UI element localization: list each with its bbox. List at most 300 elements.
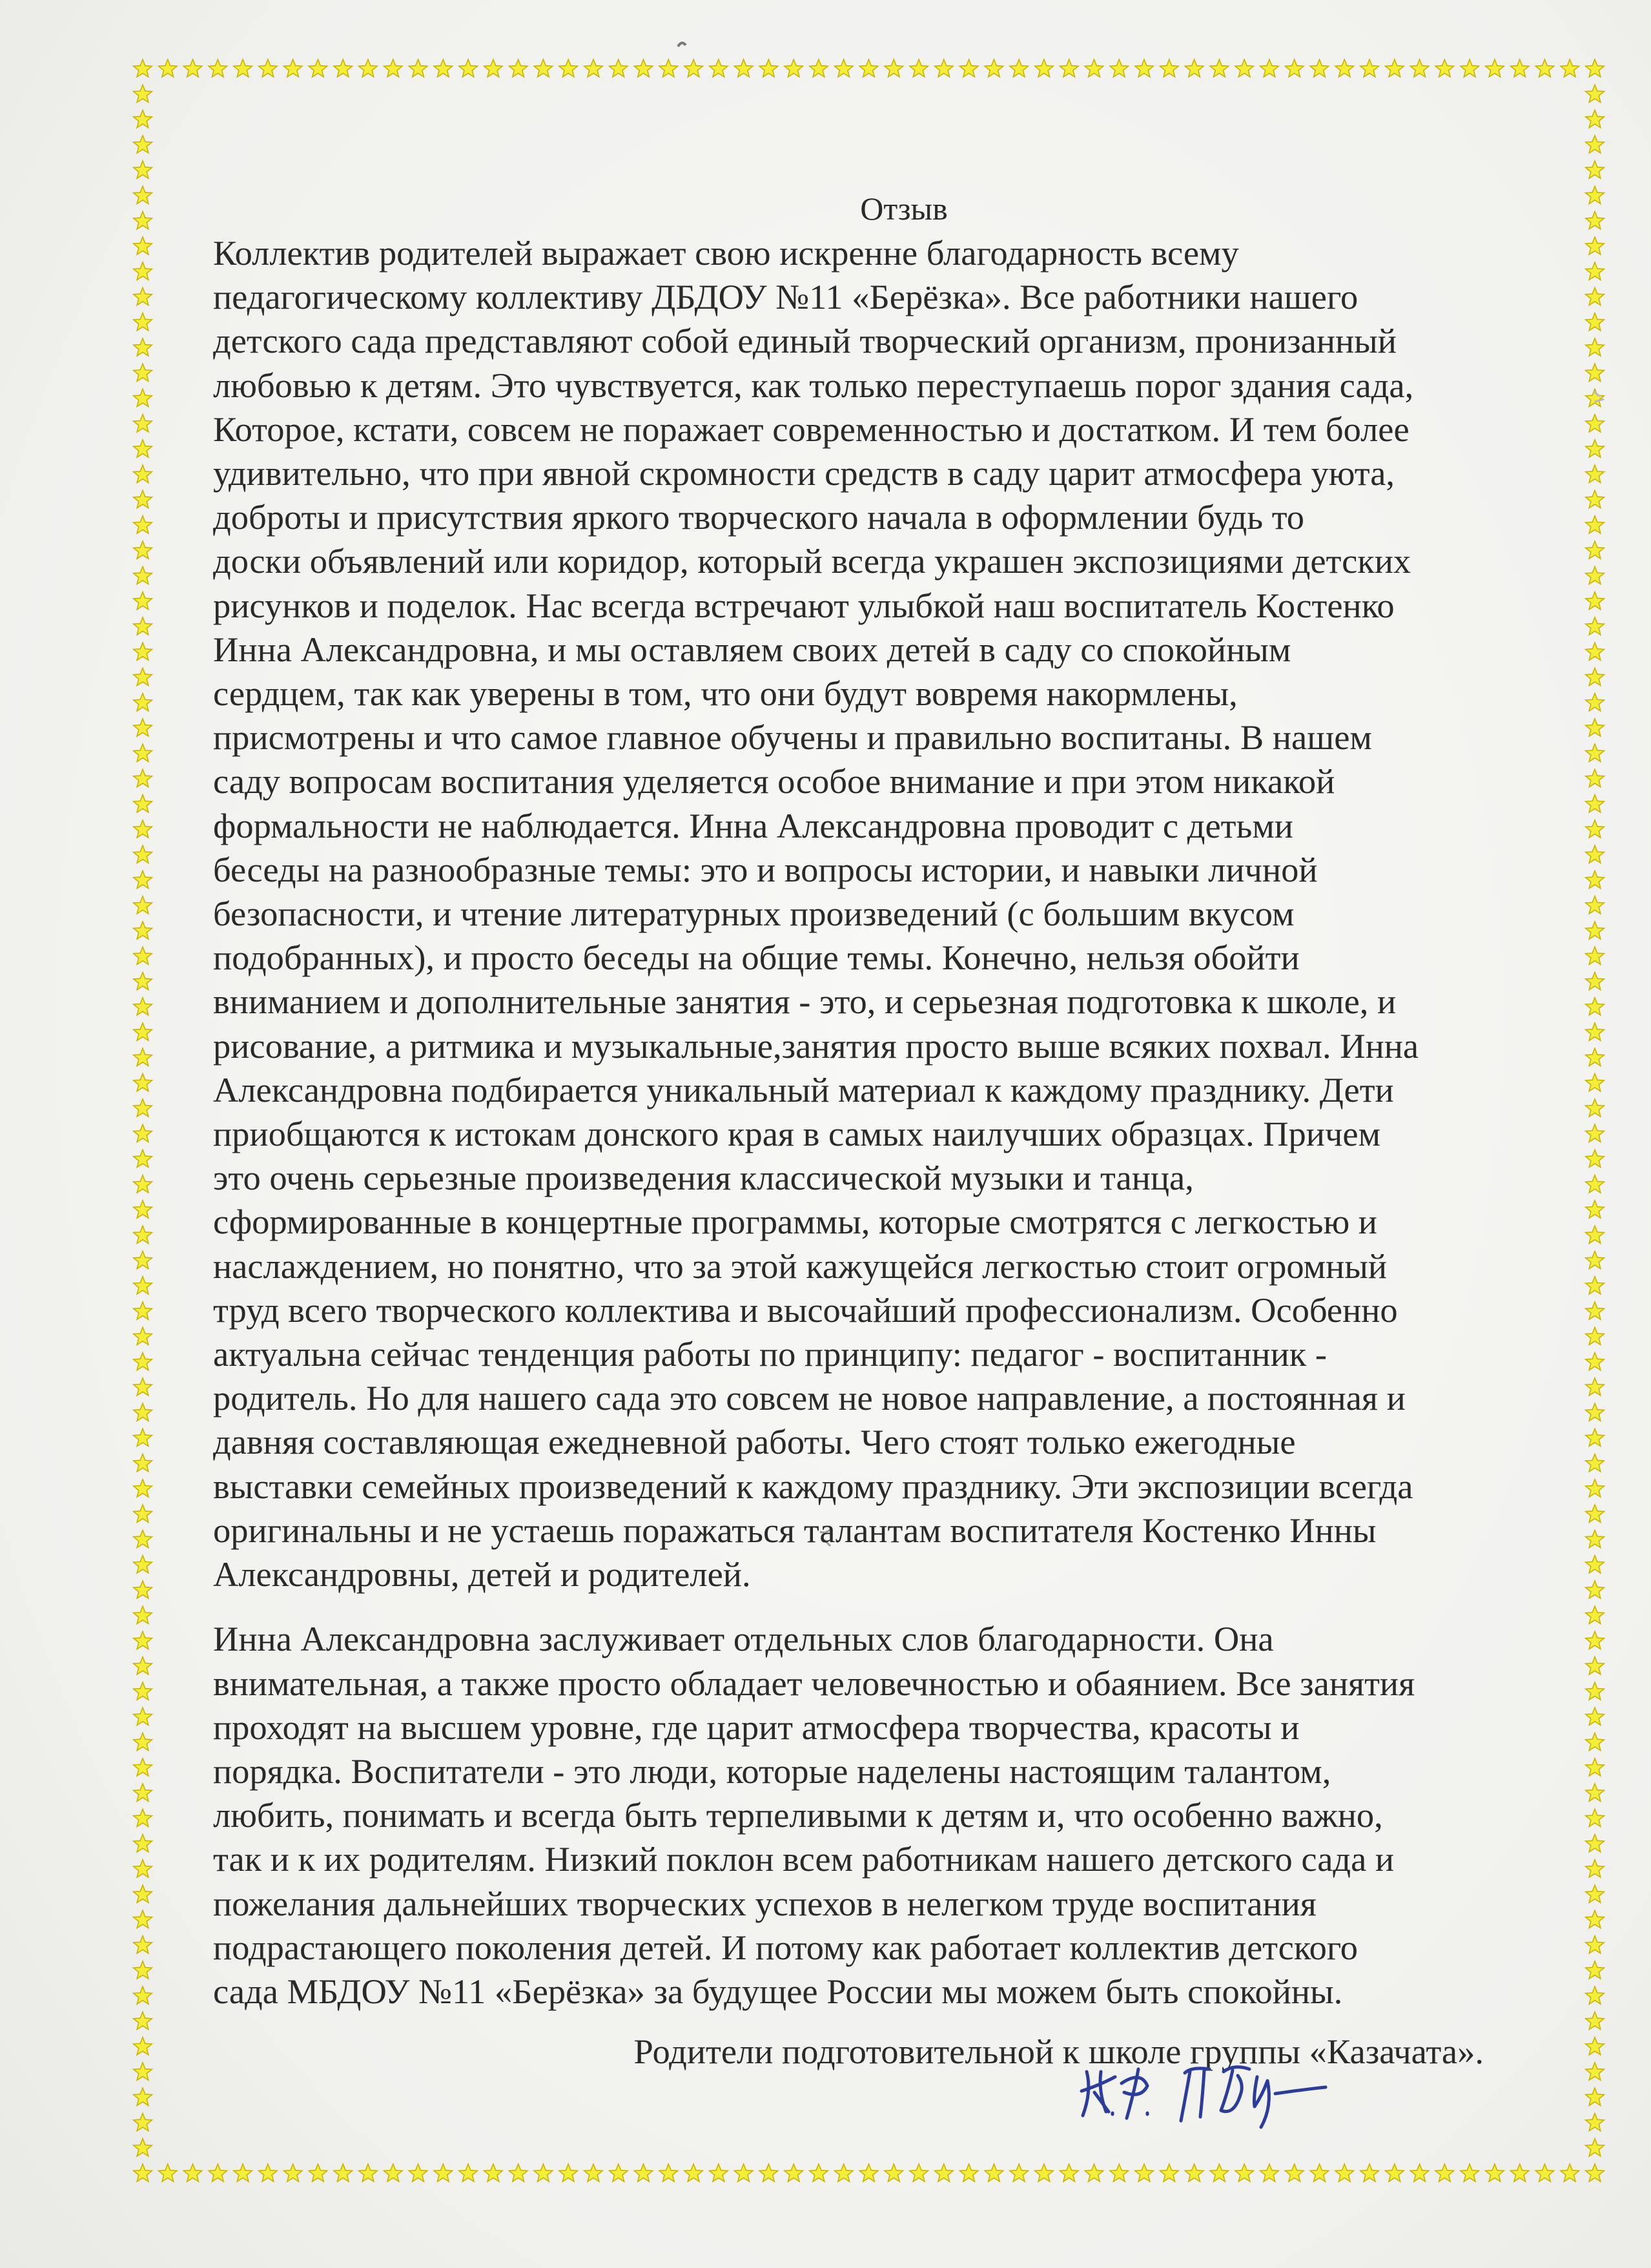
star-icon	[1586, 592, 1605, 610]
star-icon	[1586, 1277, 1605, 1294]
star-icon	[134, 516, 152, 533]
star-icon	[1210, 2164, 1229, 2181]
text-line: так и к их родителям. Низкий поклон всем работникам нашего детского сада и	[213, 1839, 1395, 1879]
star-icon	[259, 2164, 278, 2181]
scan-mark	[678, 43, 686, 46]
star-icon	[1586, 922, 1605, 939]
star-icon	[1586, 262, 1605, 280]
star-icon	[134, 491, 152, 508]
star-icon	[1410, 2164, 1429, 2181]
text-line: педагогическому коллективу ДБДОУ №11 «Берёзка». Все работники нашего	[213, 277, 1359, 317]
star-icon	[1586, 795, 1605, 812]
star-icon	[134, 1809, 152, 1826]
text-line: внимательная, а также просто обладает человечностью и обаянием. Все занятия	[213, 1663, 1415, 1703]
star-icon	[1510, 59, 1529, 77]
star-icon	[1486, 2164, 1504, 2181]
star-icon	[134, 1657, 152, 1675]
star-icon	[134, 1631, 152, 1649]
star-icon	[1035, 2164, 1054, 2181]
star-icon	[1586, 516, 1605, 533]
star-icon	[509, 2164, 528, 2181]
star-icon	[134, 1910, 152, 1928]
star-icon	[334, 59, 353, 77]
star-icon	[1586, 1986, 1605, 2004]
star-icon	[784, 59, 803, 77]
star-icon	[1260, 2164, 1279, 2181]
star-icon	[1535, 59, 1554, 77]
star-icon	[1060, 2164, 1078, 2181]
star-icon	[484, 2164, 503, 2181]
star-icon	[1586, 1961, 1605, 1979]
star-icon	[1235, 2164, 1254, 2181]
star-icon	[1586, 1353, 1605, 1370]
star-icon	[1510, 2164, 1529, 2181]
star-icon	[1435, 59, 1454, 77]
text-line: Инна Александровна, и мы оставляем своих детей в саду со спокойным	[213, 629, 1291, 669]
star-icon	[1586, 136, 1605, 153]
star-icon	[134, 1023, 152, 1040]
star-icon	[509, 59, 528, 77]
text-line: приобщаются к истокам донского края в самых наилучших образцах. Причем	[213, 1114, 1381, 1154]
star-icon	[134, 2012, 152, 2029]
text-line: доски объявлений или коридор, который всегда украшен экспозициями детских	[213, 541, 1411, 581]
star-icon	[134, 1201, 152, 1218]
star-icon	[1360, 2164, 1379, 2181]
star-icon	[134, 440, 152, 457]
star-icon	[134, 1074, 152, 1091]
star-icon	[1586, 1758, 1605, 1776]
text-line: пожелания дальнейших творческих успехов в нелегком труде воспитания	[213, 1883, 1317, 1923]
star-icon	[134, 1530, 152, 1547]
star-icon	[1586, 1175, 1605, 1193]
paragraph-2	[213, 1617, 1498, 2014]
star-icon	[634, 59, 653, 77]
star-icon	[134, 1606, 152, 1624]
star-icon	[1461, 2164, 1479, 2181]
star-icon	[134, 1403, 152, 1421]
star-icon	[134, 1353, 152, 1370]
star-icon	[1586, 364, 1605, 381]
star-icon	[1535, 2164, 1554, 2181]
star-icon	[134, 2139, 152, 2156]
star-icon	[1586, 1682, 1605, 1700]
star-icon	[259, 59, 278, 77]
star-icon	[859, 2164, 878, 2181]
star-icon	[1586, 1707, 1605, 1725]
document-title: Отзыв	[860, 191, 948, 227]
star-icon	[810, 2164, 828, 2181]
star-icon	[159, 59, 178, 77]
star-icon	[134, 998, 152, 1015]
star-icon	[134, 237, 152, 254]
star-icon	[1586, 85, 1605, 102]
text-line: безопасности, и чтение литературных произведений (с большим вкусом	[213, 894, 1295, 934]
star-icon	[1285, 59, 1304, 77]
star-icon	[134, 1226, 152, 1243]
star-icon	[134, 1302, 152, 1319]
star-icon	[134, 465, 152, 482]
star-icon	[134, 1175, 152, 1193]
text-line: порядка. Воспитатели - это люди, которые наделены настоящим талантом,	[213, 1751, 1331, 1791]
star-icon	[134, 1454, 152, 1472]
star-icon	[610, 59, 628, 77]
text-line: проходят на высшем уровне, где царит атмосфера творчества, красоты и	[213, 1707, 1300, 1747]
star-icon	[134, 871, 152, 889]
star-icon	[1586, 1581, 1605, 1598]
star-icon	[1586, 338, 1605, 356]
text-line: актуальна сейчас тенденция работы по принципу: педагог - воспитанник -	[213, 1334, 1327, 1374]
star-icon	[484, 59, 503, 77]
star-icon	[434, 59, 453, 77]
star-icon	[134, 1124, 152, 1142]
text-line: саду вопросам воспитания уделяется особое внимание и при этом никакой	[213, 761, 1335, 801]
star-icon	[659, 59, 678, 77]
star-icon	[1586, 1479, 1605, 1497]
star-icon	[634, 2164, 653, 2181]
star-icon	[1586, 1631, 1605, 1649]
star-icon	[885, 2164, 903, 2181]
star-icon	[459, 2164, 478, 2181]
text-line: любить, понимать и всегда быть терпеливыми к детям и, что особенно важно,	[213, 1795, 1383, 1835]
star-icon	[309, 2164, 327, 2181]
star-icon	[1586, 541, 1605, 559]
star-icon	[309, 59, 327, 77]
star-icon	[1586, 1124, 1605, 1142]
star-icon	[1335, 59, 1354, 77]
text-line: сердцем, так как уверены в том, что они будут вовремя накормлены,	[213, 674, 1238, 714]
star-icon	[534, 59, 553, 77]
star-icon	[1586, 1606, 1605, 1624]
star-icon	[684, 59, 703, 77]
star-icon	[1586, 668, 1605, 685]
star-icon	[1586, 566, 1605, 584]
star-icon	[134, 947, 152, 964]
star-icon	[209, 59, 227, 77]
star-icon	[134, 186, 152, 203]
star-icon	[1260, 59, 1279, 77]
handwritten-signature	[1075, 2046, 1379, 2130]
star-icon	[134, 364, 152, 381]
star-icon	[1586, 1327, 1605, 1345]
text-line: труд всего творческого коллектива и высочайший профессионализм. Особенно	[213, 1290, 1398, 1330]
text-line: подобранных), и просто беседы на общие темы. Конечно, нельзя обойти	[213, 938, 1300, 978]
star-icon	[134, 845, 152, 863]
star-icon	[1586, 2088, 1605, 2105]
star-icon	[1586, 1074, 1605, 1091]
star-icon	[1586, 161, 1605, 178]
star-icon	[559, 2164, 578, 2181]
star-icon	[1586, 1201, 1605, 1218]
star-icon	[935, 2164, 954, 2181]
star-icon	[1586, 845, 1605, 863]
text-line: удивительно, что при явной скромности средств в саду царит атмосфера уюта,	[213, 453, 1395, 493]
text-line: любовью к детям. Это чувствуется, как только переступаешь порог здания сада,	[213, 365, 1414, 405]
star-icon	[759, 2164, 778, 2181]
star-icon	[134, 389, 152, 406]
star-icon	[1435, 2164, 1454, 2181]
text-line: детского сада представляют собой единый творческий организм, пронизанный	[213, 321, 1397, 361]
star-icon	[734, 59, 753, 77]
star-icon	[835, 59, 854, 77]
star-icon	[134, 2037, 152, 2055]
star-icon	[1235, 59, 1254, 77]
text-line: беседы на разнообразные темы: это и вопросы истории, и навыки личной	[213, 849, 1318, 889]
star-icon	[1586, 2063, 1605, 2080]
star-icon	[1586, 1784, 1605, 1801]
star-icon	[1586, 947, 1605, 964]
star-icon	[885, 59, 903, 77]
star-icon	[134, 212, 152, 229]
star-icon	[134, 617, 152, 635]
star-icon	[1586, 1733, 1605, 1751]
star-icon	[1586, 440, 1605, 457]
star-icon	[1586, 1048, 1605, 1066]
star-icon	[1586, 1809, 1605, 1826]
star-icon	[1135, 59, 1154, 77]
star-icon	[1586, 1885, 1605, 1902]
star-icon	[1586, 59, 1605, 77]
star-icon	[183, 2164, 202, 2181]
star-icon	[1461, 59, 1479, 77]
star-icon	[1586, 1454, 1605, 1472]
star-icon	[134, 541, 152, 559]
star-icon	[409, 59, 427, 77]
star-icon	[1060, 59, 1078, 77]
star-icon	[159, 2164, 178, 2181]
star-icon	[234, 2164, 252, 2181]
star-icon	[134, 1835, 152, 1852]
star-icon	[1085, 59, 1103, 77]
star-icon	[134, 1505, 152, 1522]
star-icon	[134, 1277, 152, 1294]
star-icon	[134, 1707, 152, 1725]
star-icon	[1586, 186, 1605, 203]
star-icon	[1586, 313, 1605, 331]
star-icon	[134, 566, 152, 584]
star-icon	[134, 85, 152, 102]
star-icon	[1586, 465, 1605, 482]
star-icon	[1586, 2114, 1605, 2131]
star-icon	[1010, 59, 1029, 77]
star-icon	[134, 1378, 152, 1396]
star-icon	[1386, 2164, 1404, 2181]
star-icon	[1586, 896, 1605, 914]
star-icon	[985, 59, 1003, 77]
star-icon	[1586, 2012, 1605, 2029]
star-icon	[283, 59, 302, 77]
star-icon	[1586, 998, 1605, 1015]
star-icon	[134, 643, 152, 660]
text-line: подрастающего поколения детей. И потому как работает коллектив детского	[213, 1927, 1359, 1967]
star-icon	[1586, 110, 1605, 128]
star-icon	[1586, 1378, 1605, 1396]
star-icon	[910, 2164, 928, 2181]
star-icon	[684, 2164, 703, 2181]
star-icon	[1586, 643, 1605, 660]
star-icon	[1110, 59, 1129, 77]
text-line: сформированные в концертные программы, которые смотрятся с легкостью и	[213, 1202, 1377, 1242]
star-icon	[134, 1758, 152, 1776]
star-icon	[1586, 1910, 1605, 1928]
text-line: выставки семейных произведений к каждому празднику. Эти экспозиции всегда	[213, 1466, 1413, 1506]
star-icon	[134, 592, 152, 610]
star-icon	[134, 338, 152, 356]
star-icon	[835, 2164, 854, 2181]
star-icon	[959, 59, 978, 77]
star-icon	[1310, 59, 1329, 77]
star-icon	[134, 1682, 152, 1700]
star-icon	[610, 2164, 628, 2181]
star-icon	[859, 59, 878, 77]
star-icon	[1586, 694, 1605, 711]
star-icon	[1586, 1099, 1605, 1117]
star-icon	[134, 1860, 152, 1877]
star-icon	[1586, 2164, 1605, 2181]
star-icon	[1586, 1403, 1605, 1421]
star-icon	[1085, 2164, 1103, 2181]
star-icon	[134, 668, 152, 685]
text-line: родитель. Но для нашего сада это совсем не новое направление, а постоянная и	[213, 1378, 1406, 1418]
star-icon	[1586, 1556, 1605, 1573]
star-icon	[1586, 769, 1605, 787]
star-icon	[134, 896, 152, 914]
star-icon	[134, 1556, 152, 1573]
text-line: рисунков и поделок. Нас всегда встречают улыбкой наш воспитатель Костенко	[213, 585, 1395, 625]
star-icon	[134, 313, 152, 331]
star-icon	[283, 2164, 302, 2181]
star-icon	[985, 2164, 1003, 2181]
star-icon	[134, 1784, 152, 1801]
star-icon	[134, 744, 152, 761]
star-icon	[1586, 871, 1605, 889]
star-icon	[710, 59, 728, 77]
star-icon	[710, 2164, 728, 2181]
star-icon	[134, 1327, 152, 1345]
star-icon	[1586, 744, 1605, 761]
star-icon	[134, 719, 152, 736]
star-icon	[134, 1149, 152, 1167]
star-icon	[134, 1581, 152, 1598]
star-icon	[584, 59, 603, 77]
text-line: вниманием и дополнительные занятия - это, и серьезная подготовка к школе, и	[213, 982, 1397, 1022]
star-icon	[784, 2164, 803, 2181]
star-icon	[1285, 2164, 1304, 2181]
star-icon	[1586, 1428, 1605, 1446]
star-icon	[734, 2164, 753, 2181]
star-icon	[1110, 2164, 1129, 2181]
star-icon	[134, 287, 152, 305]
star-icon	[1586, 1023, 1605, 1040]
star-icon	[134, 59, 152, 77]
text-line: рисование, а ритмика и музыкальные,занятия просто выше всяких похвал. Инна	[213, 1026, 1419, 1066]
star-icon	[1310, 2164, 1329, 2181]
star-icon	[183, 59, 202, 77]
star-icon	[1586, 212, 1605, 229]
star-icon	[359, 59, 378, 77]
star-icon	[134, 110, 152, 128]
star-icon	[1586, 415, 1605, 432]
star-icon	[134, 1733, 152, 1751]
star-icon	[534, 2164, 553, 2181]
star-icon	[1586, 1657, 1605, 1675]
star-icon	[134, 769, 152, 787]
text-line: оригинальны и не устаешь поражаться талантам воспитателя Костенко Инны	[213, 1510, 1377, 1550]
text-line: присмотрены и что самое главное обучены и правильно воспитаны. В нашем	[213, 717, 1372, 758]
star-icon	[1586, 491, 1605, 508]
star-icon	[134, 1936, 152, 1954]
closing-line: Родители подготовительной к школе группы «Казачата».	[633, 2032, 1484, 2072]
star-icon	[1586, 1252, 1605, 1269]
star-icon	[359, 2164, 378, 2181]
star-icon	[134, 2164, 152, 2181]
text-line: Инна Александровна заслуживает отдельных слов благодарности. Она	[213, 1619, 1274, 1659]
star-icon	[334, 2164, 353, 2181]
text-line: Александровны, детей и родителей.	[213, 1554, 751, 1594]
star-icon	[1561, 59, 1579, 77]
star-icon	[1586, 287, 1605, 305]
paragraph-1	[213, 231, 1498, 1596]
star-icon	[1586, 1860, 1605, 1877]
star-icon	[234, 59, 252, 77]
text-line: Коллектив родителей выражает свою искренне благодарность всему	[213, 233, 1239, 273]
star-icon	[134, 161, 152, 178]
star-icon	[1561, 2164, 1579, 2181]
star-icon	[1185, 2164, 1204, 2181]
star-icon	[559, 59, 578, 77]
star-icon	[134, 1428, 152, 1446]
star-icon	[1586, 1149, 1605, 1167]
star-icon	[1160, 59, 1179, 77]
star-icon	[459, 59, 478, 77]
star-icon	[134, 262, 152, 280]
star-icon	[134, 1986, 152, 2004]
star-icon	[1586, 617, 1605, 635]
star-icon	[134, 973, 152, 990]
letter-body	[213, 186, 1498, 2074]
text-line: давняя составляющая ежедневной работы. Чего стоят только ежегодные	[213, 1422, 1296, 1462]
star-icon	[134, 2088, 152, 2105]
star-icon	[1586, 2139, 1605, 2156]
star-icon	[134, 795, 152, 812]
star-icon	[134, 1099, 152, 1117]
star-icon	[434, 2164, 453, 2181]
star-icon	[1035, 59, 1054, 77]
star-icon	[409, 2164, 427, 2181]
star-icon	[134, 2063, 152, 2080]
star-icon	[134, 1048, 152, 1066]
star-icon	[1386, 59, 1404, 77]
star-icon	[134, 136, 152, 153]
star-icon	[910, 59, 928, 77]
star-icon	[1586, 2037, 1605, 2055]
star-icon	[384, 2164, 403, 2181]
star-icon	[134, 415, 152, 432]
star-icon	[659, 2164, 678, 2181]
star-icon	[1586, 1505, 1605, 1522]
star-icon	[959, 2164, 978, 2181]
star-icon	[759, 59, 778, 77]
star-icon	[384, 59, 403, 77]
star-icon	[935, 59, 954, 77]
star-icon	[134, 1885, 152, 1902]
star-icon	[1135, 2164, 1154, 2181]
star-icon	[1586, 1835, 1605, 1852]
text-line: формальности не наблюдается. Инна Александровна проводит с детьми	[213, 805, 1293, 845]
star-icon	[1486, 59, 1504, 77]
text-line: Александровна подбирается уникальный материал к каждому празднику. Дети	[213, 1069, 1394, 1109]
star-icon	[1586, 1226, 1605, 1243]
star-icon	[1586, 973, 1605, 990]
